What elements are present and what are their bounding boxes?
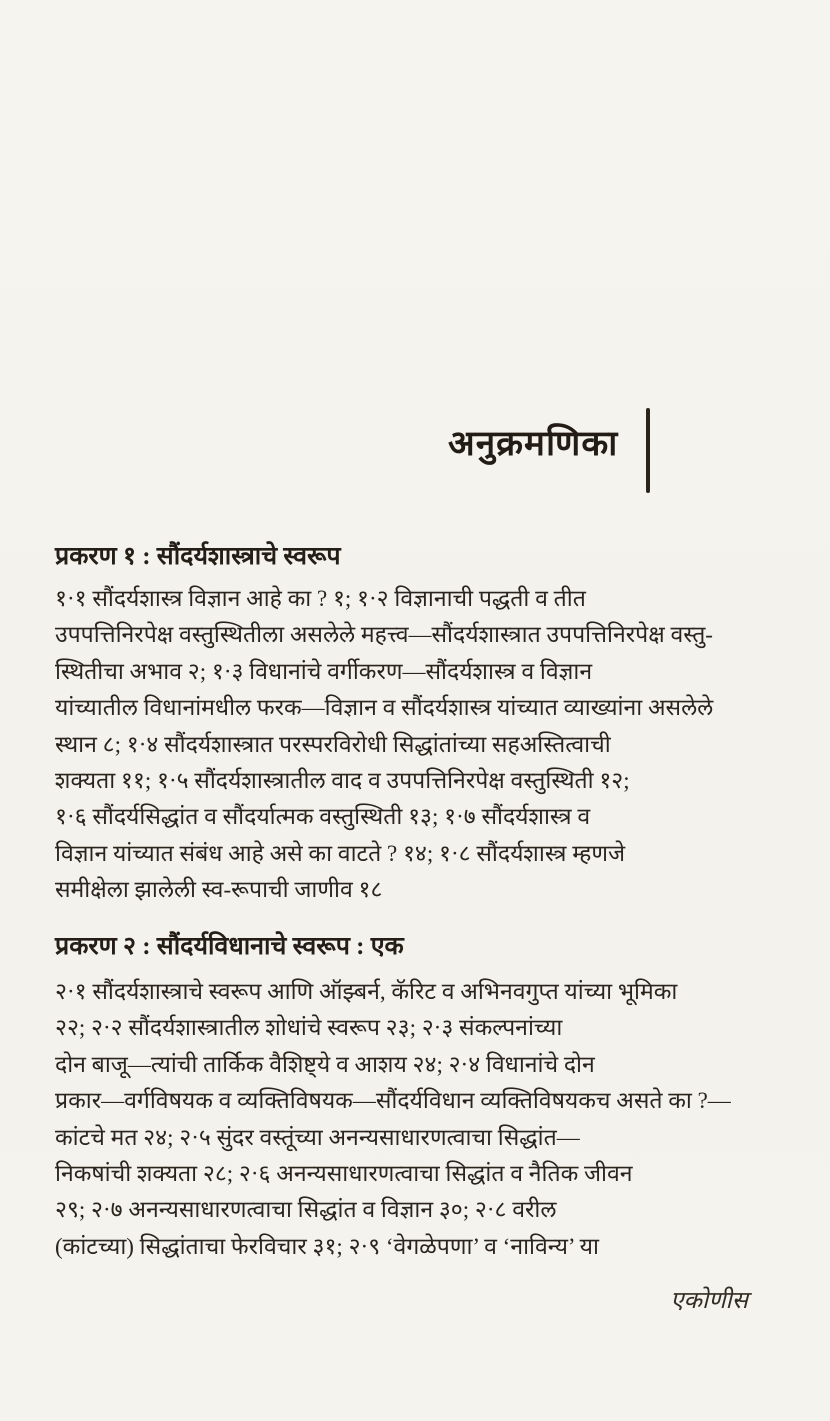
toc-line: विज्ञान यांच्यात संबंध आहे असे का वाटते ? १४; १·८ सौंदर्यशास्त्र म्हणजे xyxy=(55,840,626,866)
chapter-2-heading: प्रकरण २ : सौंदर्यविधानाचे स्वरूप : एक xyxy=(55,933,404,960)
toc-line: समीक्षेला झालेली स्व-रूपाची जाणीव १८ xyxy=(55,877,383,903)
chapter-1-heading: प्रकरण १ : सौंदर्यशास्त्राचे स्वरूप xyxy=(55,543,341,570)
toc-line: यांच्यातील विधानांमधील फरक—विज्ञान व सौंदर्यशास्त्र यांच्यात व्याख्यांना असलेले xyxy=(55,695,714,721)
toc-line: उपपत्तिनिरपेक्ष वस्तुस्थितीला असलेले महत्त्व—सौंदर्यशास्त्रात उपपत्तिनिरपेक्ष वस्तु- xyxy=(55,622,713,648)
toc-line: २९; २·७ अनन्यसाधारणत्वाचा सिद्धांत व विज्ञान ३०; २·८ वरील xyxy=(55,1197,557,1223)
toc-line: स्थितीचा अभाव २; १·३ विधानांचे वर्गीकरण—सौंदर्यशास्त्र व विज्ञान xyxy=(55,658,593,684)
toc-line: (कांटच्या) सिद्धांताचा फेरविचार ३१; २·९ ‘वेगळेपणा’ व ‘नाविन्य’ या xyxy=(55,1233,599,1259)
toc-line: निकषांची शक्यता २८; २·६ अनन्यसाधारणत्वाचा सिद्धांत व नैतिक जीवन xyxy=(55,1160,633,1186)
toc-line: प्रकार—वर्गविषयक व व्यक्तिविषयक—सौंदर्यविधान व्यक्तिविषयकच असते का ?— xyxy=(55,1088,731,1114)
toc-line: १·१ सौंदर्यशास्त्र विज्ञान आहे का ? १; १·२ विज्ञानाची पद्धती व तीत xyxy=(55,586,586,611)
toc-line: शक्यता ११; १·५ सौंदर्यशास्त्रातील वाद व उपपत्तिनिरपेक्ष वस्तुस्थिती १२; xyxy=(55,767,630,793)
chapter-2-toc-paragraph xyxy=(55,974,751,1265)
toc-line: १·६ सौंदर्यसिद्धांत व सौंदर्यात्मक वस्तुस्थिती १३; १·७ सौंदर्यशास्त्र व xyxy=(55,804,591,830)
toc-line: दोन बाजू—त्यांची तार्किक वैशिष्ट्ये व आशय २४; २·४ विधानांचे दोन xyxy=(55,1051,595,1077)
toc-line: स्थान ८; १·४ सौंदर्यशास्त्रात परस्परविरोधी सिद्धांतांच्या सहअस्तित्वाची xyxy=(55,731,611,757)
toc-line: २२; २·२ सौंदर्यशास्त्रातील शोधांचे स्वरूप २३; २·३ संकल्पनांच्या xyxy=(55,1015,563,1041)
title-side-rule xyxy=(646,408,650,493)
chapter-1-toc-paragraph xyxy=(55,581,751,909)
toc-line: कांटचे मत २४; २·५ सुंदर वस्तूंच्या अनन्यसाधारणत्वाचा सिद्धांत— xyxy=(55,1124,580,1150)
toc-title: अनुक्रमणिका xyxy=(448,424,619,463)
page-number-word: एकोणीस xyxy=(670,1288,748,1314)
toc-line: २·१ सौंदर्यशास्त्राचे स्वरूप आणि ऑझ्बर्न, कॅरिट व अभिनवगुप्त यांच्या भूमिका xyxy=(55,979,678,1004)
